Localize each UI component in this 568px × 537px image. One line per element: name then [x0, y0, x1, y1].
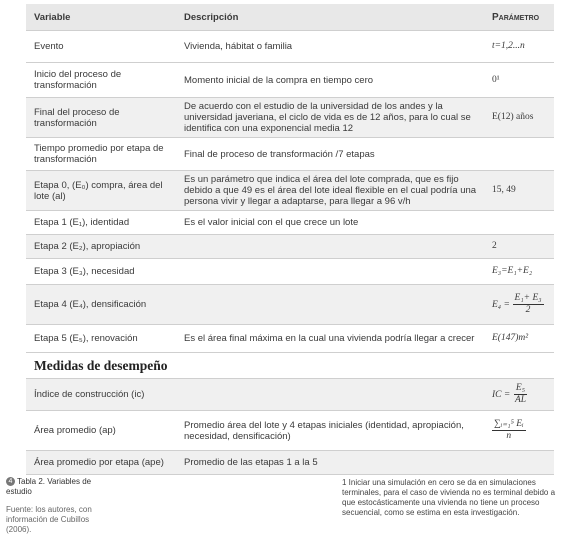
section-row	[26, 353, 554, 379]
formula-fraction	[513, 293, 544, 316]
table-row	[26, 325, 554, 353]
cell-descripcion: Vivienda, hábitat o familia	[184, 41, 293, 52]
section-title: Medidas de desempeño	[34, 357, 168, 373]
formula-numerator: E₁+ E₃	[514, 293, 542, 303]
cell-descripcion: Final de proceso de transformación /7 etapas	[184, 148, 375, 160]
cell-descripcion: Promedio de las etapas 1 a la 5	[184, 457, 318, 468]
cell-variable: Tiempo promedio por etapa de transformación	[34, 143, 164, 165]
cell-parametro	[486, 293, 554, 316]
cell-parametro: E(147)m²	[492, 333, 529, 343]
cell-descripcion: Es el área final máxima en la cual una vivienda podría llegar a crecer	[184, 333, 475, 344]
table-caption	[6, 477, 116, 497]
table-row	[26, 285, 554, 325]
header-variable: Variable	[34, 11, 71, 23]
cell-variable: Etapa 1 (E₁), identidad	[34, 217, 130, 228]
table-row	[26, 451, 554, 475]
table-row	[26, 235, 554, 259]
cell-variable: Etapa 5 (E₅), renovación	[34, 333, 138, 344]
cell-variable: Área promedio por etapa (ape)	[34, 457, 164, 468]
footnote: 1 Iniciar una simulación en cero se da en simulaciones terminales, para el caso de vivienda no es terminal debido a que estocásticamente una vivienda no tiene un proceso secuencial, como se estima en esta investigación.	[342, 478, 556, 517]
table-row	[26, 171, 554, 211]
table-header	[26, 4, 554, 31]
table-source: Fuente: los autores, con información de Cubillos (2006).	[6, 505, 92, 534]
formula-denominator: n	[506, 431, 512, 441]
cell-variable: Final del proceso de transformación	[34, 106, 120, 129]
cell-descripcion: Promedio área del lote y 4 etapas iniciales (identidad, apropiación, necesidad, densificación)	[184, 419, 464, 442]
cell-parametro: t=1,2...n	[492, 41, 525, 51]
cell-parametro	[486, 383, 554, 406]
table-number-badge: 4	[6, 477, 15, 486]
table-row	[26, 98, 554, 138]
cell-variable: Etapa 0, (E₀) compra, área del lote (al)	[34, 179, 163, 202]
formula-numerator: ∑ᵢ₌₁⁵ Eᵢ	[494, 419, 524, 429]
cell-descripcion: Es el valor inicial con el que crece un lote	[184, 217, 359, 228]
formula-fraction	[513, 383, 528, 406]
cell-descripcion: Es un parámetro que indica el área del lote comprada, que es fijo debido a que 49 es el área del lote ideal flexible en el cual podría una persona vivir y llegar a adaptarse, para llegar a 96 v/h	[184, 174, 477, 207]
cell-parametro: E₃=E₁+E₂	[492, 266, 533, 276]
table-row	[26, 411, 554, 451]
table-row	[26, 211, 554, 235]
table-caption-block	[6, 477, 116, 535]
table-row	[26, 31, 554, 63]
cell-variable: Índice de construcción (ic)	[34, 389, 145, 400]
cell-parametro: E(12) años	[492, 112, 534, 122]
cell-descripcion: Momento inicial de la compra en tiempo cero	[184, 74, 374, 86]
cell-variable: Evento	[34, 41, 64, 52]
formula-denominator: 2	[525, 305, 531, 315]
cell-parametro: 0¹	[492, 74, 500, 85]
table-row	[26, 138, 554, 171]
cell-variable: Etapa 2 (E₂), apropiación	[34, 241, 141, 252]
cell-variable: Inicio del proceso de transformación	[34, 69, 122, 91]
formula-numerator: E₅	[515, 383, 526, 393]
header-descripcion: Descripción	[184, 11, 239, 23]
caption-text: Tabla 2. Variables de estudio	[6, 477, 92, 496]
cell-variable: Área promedio (ap)	[34, 425, 116, 436]
cell-parametro	[486, 419, 554, 442]
cell-parametro: 2	[492, 241, 497, 251]
header-parametro: Parámetro	[492, 11, 540, 23]
cell-parametro: 15, 49	[492, 185, 516, 195]
cell-variable: Etapa 4 (E₄), densificación	[34, 299, 147, 310]
variables-table	[26, 4, 554, 475]
table-row	[26, 379, 554, 411]
table-row	[26, 259, 554, 285]
table-row	[26, 63, 554, 98]
formula-fraction	[492, 419, 526, 442]
formula-prefix: IC =	[492, 390, 511, 401]
cell-descripcion: De acuerdo con el estudio de la universidad de los andes y la universidad javeriana, el ciclo de vida es de 12 años, para lo cual se identifica con una exponencial media 12	[184, 101, 471, 134]
formula-denominator: AL	[514, 395, 527, 405]
cell-variable: Etapa 3 (E₃), necesidad	[34, 266, 135, 277]
formula-prefix: E₄ =	[492, 300, 510, 311]
